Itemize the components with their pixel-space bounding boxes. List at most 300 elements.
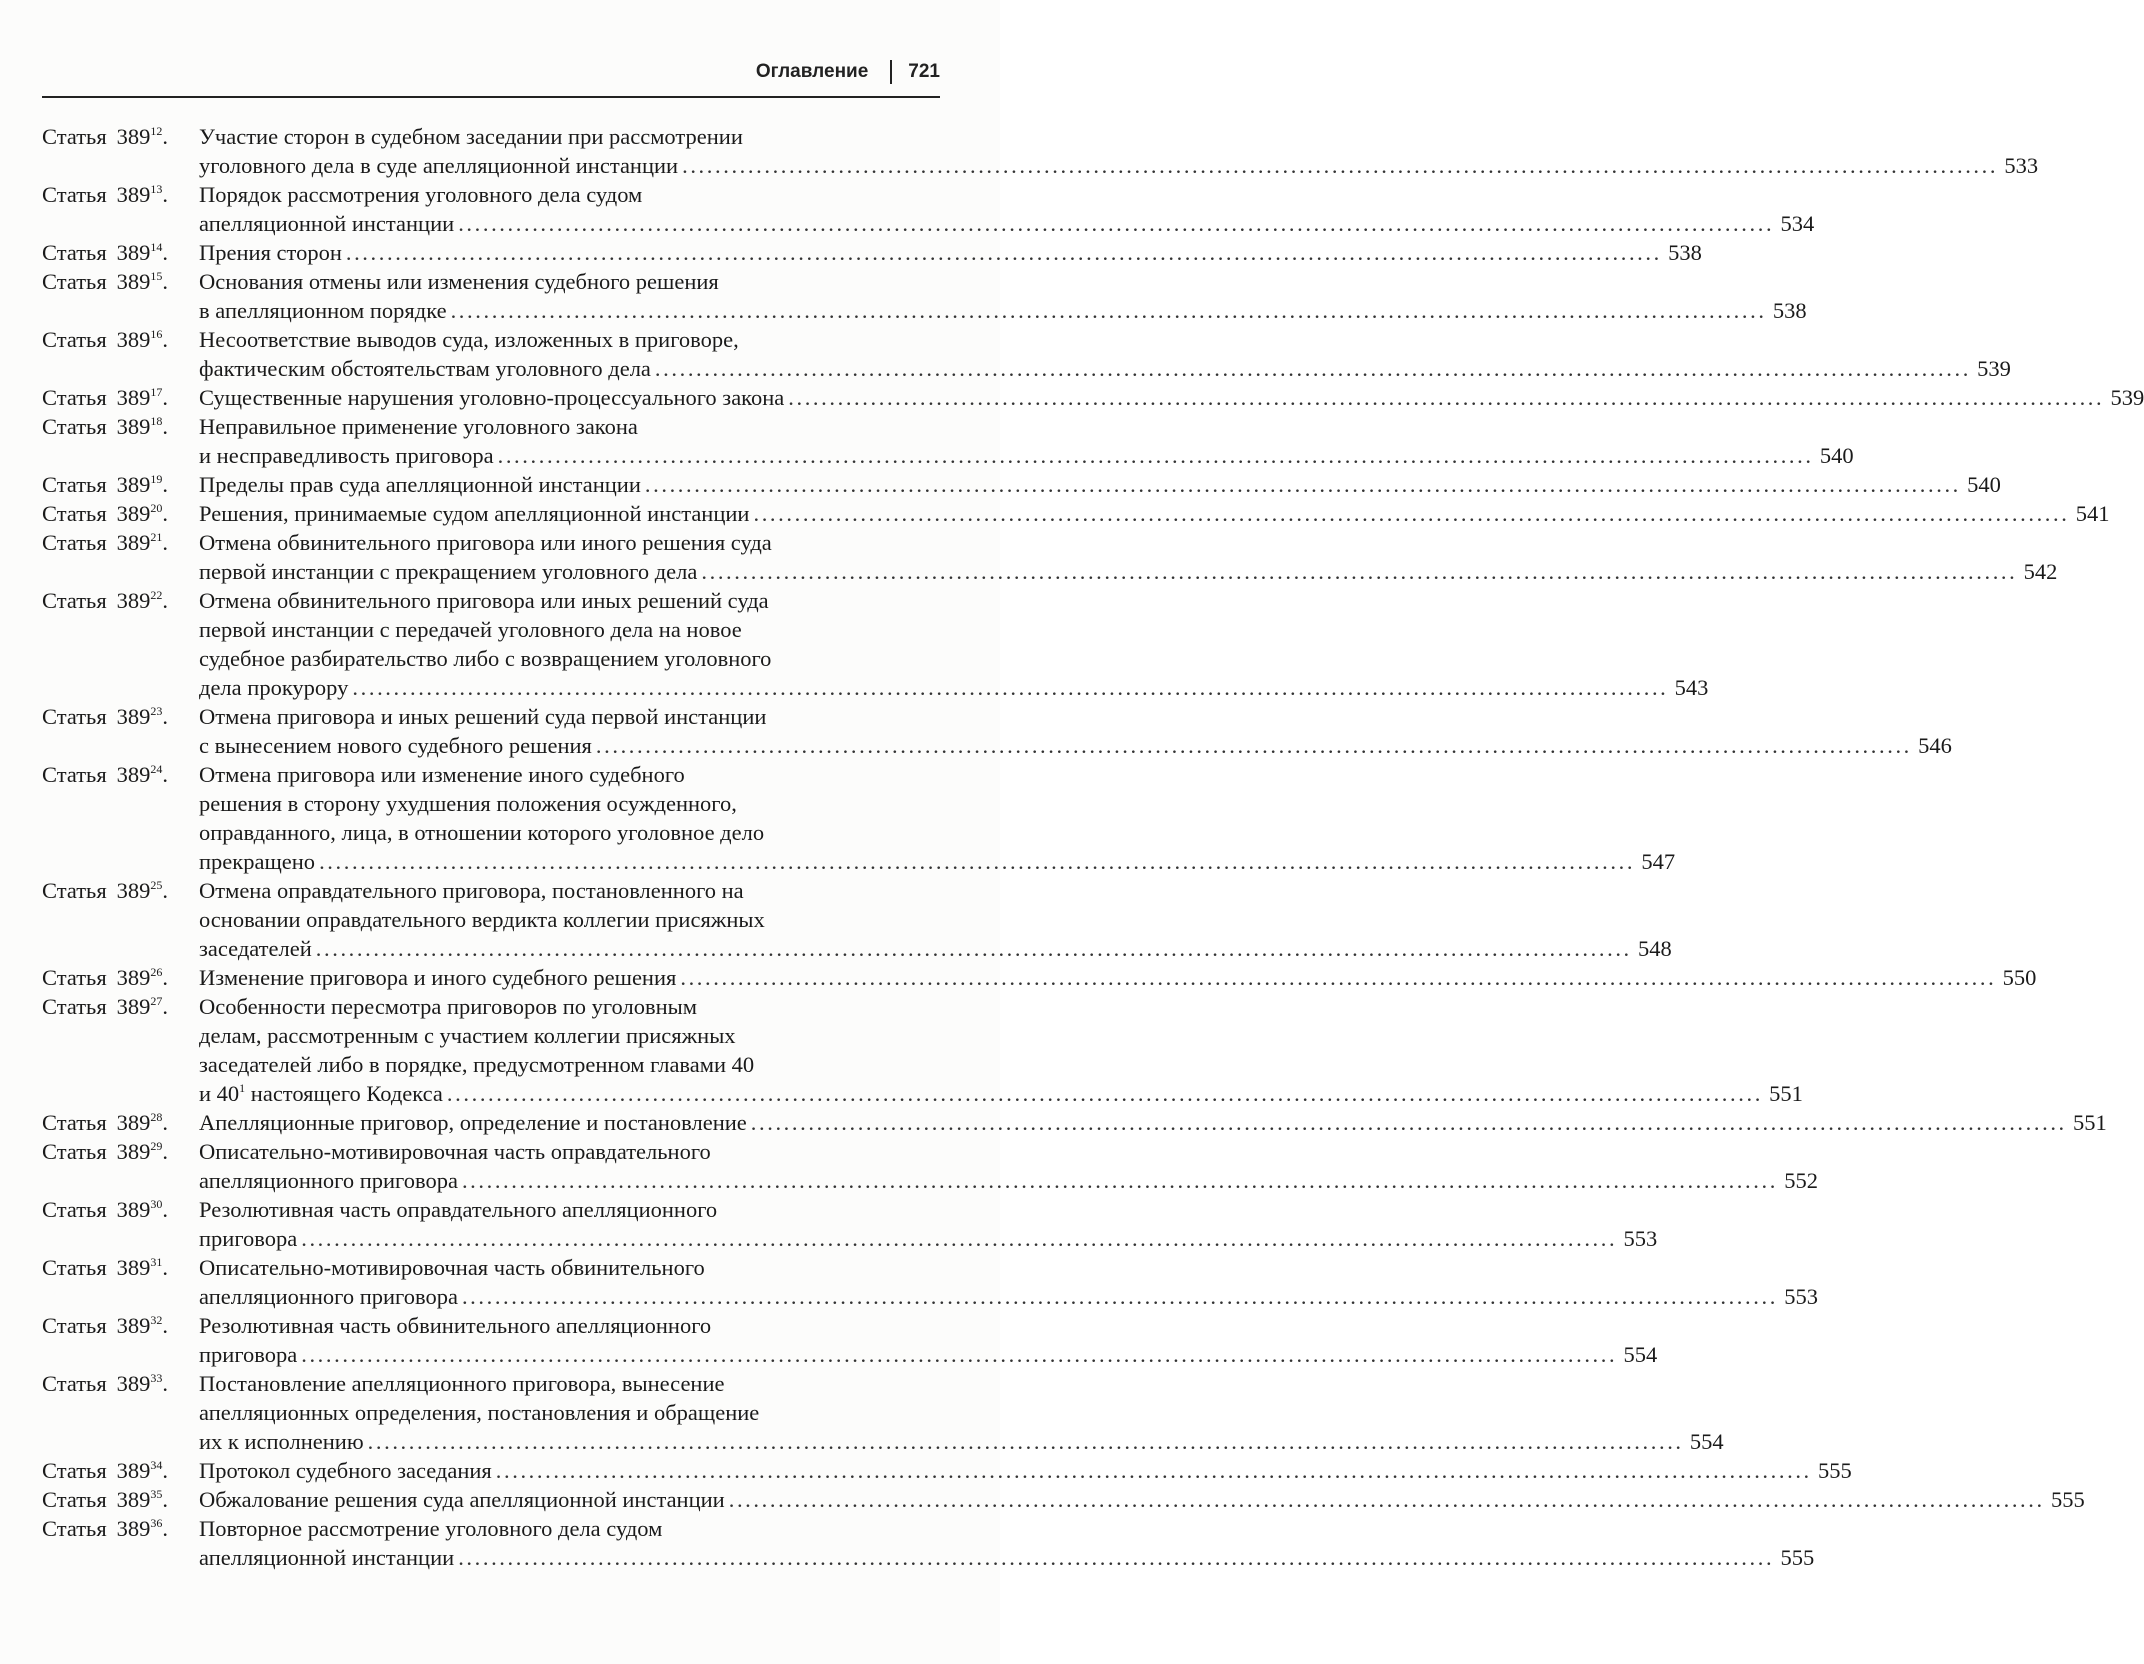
title-line: Особенности пересмотра приговоров по уголовным xyxy=(199,994,697,1019)
entry-page-number: 539 xyxy=(1977,356,2011,381)
entry-title xyxy=(199,702,1952,760)
article-number: 389 xyxy=(116,588,151,613)
title-line: оправданного, лица, в отношении которого уголовное дело xyxy=(199,820,765,845)
entry-page-number: 533 xyxy=(2004,153,2039,178)
title-text: апелляционного приговора xyxy=(199,1168,458,1193)
article-label xyxy=(42,760,199,789)
title-last-line xyxy=(199,499,2110,528)
entry-title xyxy=(199,1485,2085,1514)
article-period: . xyxy=(162,588,169,613)
article-label xyxy=(42,267,199,296)
entry-title xyxy=(199,1311,1658,1369)
article-label xyxy=(42,238,199,267)
article-superscript: 28 xyxy=(150,1110,163,1124)
title-last-line xyxy=(199,1166,1818,1195)
article-label xyxy=(42,325,199,354)
title-text: апелляционной инстанции xyxy=(199,1545,455,1570)
table-of-contents xyxy=(42,122,2144,1572)
article-superscript: 33 xyxy=(150,1371,163,1385)
toc-entry xyxy=(42,238,1702,267)
title-line: заседателей либо в порядке, предусмотренном главами 40 xyxy=(199,1052,755,1077)
article-label xyxy=(42,1485,199,1514)
toc-entry xyxy=(42,1456,1852,1485)
dot-leader: ................................................................................................................................................................ xyxy=(680,965,1997,990)
article-superscript: 31 xyxy=(150,1255,163,1269)
entry-title xyxy=(199,1137,1818,1195)
section-title: Оглавление xyxy=(755,61,869,82)
dot-leader: ................................................................................................................................................................ xyxy=(728,1487,2045,1512)
article-period: . xyxy=(162,385,169,410)
dot-leader: ................................................................................................................................................................ xyxy=(753,501,2070,526)
article-period: . xyxy=(162,1458,169,1483)
article-number: 389 xyxy=(116,1255,151,1280)
article-prefix: Статья xyxy=(42,327,107,352)
article-superscript: 13 xyxy=(150,182,163,196)
article-period: . xyxy=(162,269,169,294)
title-line-text xyxy=(199,963,676,992)
title-line: решения в сторону ухудшения положения осужденного, xyxy=(199,791,737,816)
article-superscript: 18 xyxy=(150,414,163,428)
title-line-text xyxy=(199,1108,747,1137)
entry-title xyxy=(199,1108,2107,1137)
title-line: Отмена оправдательного приговора, постановленного на xyxy=(199,878,744,903)
article-prefix: Статья xyxy=(42,385,107,410)
title-line-text xyxy=(199,1456,492,1485)
entry-page-number: 555 xyxy=(2050,1487,2085,1512)
title-text: приговора xyxy=(199,1226,298,1251)
article-label xyxy=(42,702,199,731)
article-superscript: 25 xyxy=(150,878,163,892)
title-last-line xyxy=(199,673,1709,702)
title-line-text xyxy=(199,383,784,412)
article-superscript: 19 xyxy=(150,472,163,486)
article-label xyxy=(42,1253,199,1282)
article-period: . xyxy=(162,1197,169,1222)
article-label xyxy=(42,122,199,151)
title-line: Отмена приговора и иных решений суда первой инстанции xyxy=(199,704,767,729)
title-last-line xyxy=(199,1543,1815,1572)
article-superscript: 21 xyxy=(150,530,163,544)
title-line-text xyxy=(199,1543,454,1572)
entry-title xyxy=(199,470,2001,499)
article-period: . xyxy=(162,414,169,439)
entry-page-number: 534 xyxy=(1780,211,1815,236)
title-last-line xyxy=(199,963,2037,992)
article-superscript: 27 xyxy=(150,994,163,1008)
dot-leader: ................................................................................................................................................................ xyxy=(301,1342,1618,1367)
article-superscript: 24 xyxy=(150,762,163,776)
article-superscript: 22 xyxy=(150,588,163,602)
title-last-line xyxy=(199,934,1672,963)
entry-title xyxy=(199,1456,1852,1485)
article-label xyxy=(42,1369,199,1398)
title-last-line xyxy=(199,731,1952,760)
title-superscript: 1 xyxy=(239,1081,246,1095)
article-prefix: Статья xyxy=(42,762,107,787)
title-line: Резолютивная часть обвинительного апелляционного xyxy=(199,1313,712,1338)
article-number: 389 xyxy=(116,1371,151,1396)
entry-page-number: 554 xyxy=(1623,1342,1658,1367)
toc-entry xyxy=(42,1195,1658,1253)
toc-entry xyxy=(42,992,1803,1108)
article-prefix: Статья xyxy=(42,530,107,555)
entry-page-number: 540 xyxy=(1819,443,1854,468)
article-prefix: Статья xyxy=(42,124,107,149)
dot-leader: ................................................................................................................................................................ xyxy=(458,1545,1775,1570)
entry-title xyxy=(199,876,1672,963)
entry-title xyxy=(199,963,2037,992)
running-header xyxy=(42,54,940,98)
title-line-text xyxy=(199,1282,458,1311)
article-superscript: 30 xyxy=(150,1197,163,1211)
title-text: Прения сторон xyxy=(199,240,342,265)
page-number: 721 xyxy=(908,61,940,82)
article-superscript: 23 xyxy=(150,704,163,718)
entry-title xyxy=(199,412,1854,470)
toc-entry xyxy=(42,412,1854,470)
title-last-line xyxy=(199,296,1807,325)
title-text: с вынесением нового судебного решения xyxy=(199,733,592,758)
article-prefix: Статья xyxy=(42,1139,107,1164)
entry-page-number: 539 xyxy=(2110,385,2144,410)
title-last-line xyxy=(199,151,2039,180)
title-last-line xyxy=(199,383,2144,412)
title-last-line xyxy=(199,847,1676,876)
article-number: 389 xyxy=(116,994,151,1019)
toc-entry xyxy=(42,267,1807,325)
article-prefix: Статья xyxy=(42,994,107,1019)
entry-page-number: 547 xyxy=(1641,849,1676,874)
article-superscript: 14 xyxy=(150,240,163,254)
article-number: 389 xyxy=(116,124,151,149)
entry-title xyxy=(199,992,1803,1108)
article-prefix: Статья xyxy=(42,1458,107,1483)
article-period: . xyxy=(162,327,169,352)
entry-title xyxy=(199,383,2144,412)
entry-page-number: 551 xyxy=(1769,1081,1803,1106)
dot-leader: ................................................................................................................................................................ xyxy=(644,472,1961,497)
article-number: 389 xyxy=(116,1313,151,1338)
article-period: . xyxy=(162,1516,169,1541)
title-text: их к исполнению xyxy=(199,1429,364,1454)
title-line-text xyxy=(199,934,312,963)
article-prefix: Статья xyxy=(42,1371,107,1396)
entry-page-number: 553 xyxy=(1784,1284,1818,1309)
title-last-line xyxy=(199,1108,2107,1137)
dot-leader: ................................................................................................................................................................ xyxy=(461,1168,1778,1193)
article-period: . xyxy=(162,124,169,149)
entry-page-number: 548 xyxy=(1638,936,1672,961)
article-number: 389 xyxy=(116,1197,151,1222)
title-line-text xyxy=(199,1079,443,1108)
article-prefix: Статья xyxy=(42,588,107,613)
article-prefix: Статья xyxy=(42,414,107,439)
title-line: Несоответствие выводов суда, изложенных в приговоре, xyxy=(199,327,739,352)
title-line-text xyxy=(199,209,454,238)
dot-leader: ................................................................................................................................................................ xyxy=(788,385,2105,410)
article-prefix: Статья xyxy=(42,1197,107,1222)
title-line: Порядок рассмотрения уголовного дела судом xyxy=(199,182,643,207)
toc-entry xyxy=(42,1108,2107,1137)
article-period: . xyxy=(162,240,169,265)
article-superscript: 36 xyxy=(150,1516,163,1530)
dot-leader: ................................................................................................................................................................ xyxy=(682,153,1999,178)
title-line: апелляционных определения, постановления и обращение xyxy=(199,1400,760,1425)
entry-page-number: 550 xyxy=(2002,965,2037,990)
title-last-line xyxy=(199,470,2001,499)
toc-entry xyxy=(42,499,2110,528)
title-line-text xyxy=(199,296,447,325)
article-superscript: 12 xyxy=(150,124,163,138)
article-superscript: 16 xyxy=(150,327,163,341)
title-text: фактическим обстоятельствам уголовного дела xyxy=(199,356,651,381)
dot-leader: ................................................................................................................................................................ xyxy=(319,849,1636,874)
title-text: Обжалование решения суда апелляционной инстанции xyxy=(199,1487,725,1512)
title-line-text xyxy=(199,1485,725,1514)
entry-page-number: 538 xyxy=(1668,240,1702,265)
dot-leader: ................................................................................................................................................................ xyxy=(701,559,2018,584)
toc-entry xyxy=(42,963,2037,992)
article-superscript: 15 xyxy=(150,269,163,283)
title-line: делам, рассмотренным с участием коллегии присяжных xyxy=(199,1023,736,1048)
entry-title xyxy=(199,238,1702,267)
toc-entry xyxy=(42,1137,1818,1195)
title-line: Неправильное применение уголовного закона xyxy=(199,414,638,439)
title-line-text xyxy=(199,151,678,180)
title-line: Описательно-мотивировочная часть обвинительного xyxy=(199,1255,705,1280)
title-line: судебное разбирательство либо с возвращением уголовного xyxy=(199,646,772,671)
entry-title xyxy=(199,499,2110,528)
article-label xyxy=(42,412,199,441)
article-label xyxy=(42,499,199,528)
article-label xyxy=(42,963,199,992)
article-prefix: Статья xyxy=(42,182,107,207)
article-number: 389 xyxy=(116,530,151,555)
entry-title xyxy=(199,586,1709,702)
toc-entry xyxy=(42,586,1709,702)
header-separator xyxy=(890,60,892,84)
toc-entry xyxy=(42,1514,1815,1572)
entry-page-number: 542 xyxy=(2023,559,2058,584)
article-label xyxy=(42,528,199,557)
title-line: основании оправдательного вердикта коллегии присяжных xyxy=(199,907,765,932)
title-line-text xyxy=(199,673,348,702)
entry-title xyxy=(199,528,2058,586)
article-number: 389 xyxy=(116,414,151,439)
article-period: . xyxy=(162,762,169,787)
entry-title xyxy=(199,1195,1658,1253)
article-label xyxy=(42,470,199,499)
article-number: 389 xyxy=(116,501,151,526)
title-text: уголовного дела в суде апелляционной инстанции xyxy=(199,153,679,178)
article-label xyxy=(42,1195,199,1224)
title-text: Существенные нарушения уголовно-процессуального закона xyxy=(199,385,785,410)
entry-title xyxy=(199,1253,1818,1311)
entry-page-number: 541 xyxy=(2075,501,2110,526)
title-line: Отмена обвинительного приговора или иного решения суда xyxy=(199,530,772,555)
article-label xyxy=(42,1137,199,1166)
title-line-text xyxy=(199,557,697,586)
entry-page-number: 555 xyxy=(1818,1458,1852,1483)
title-line-text xyxy=(199,470,641,499)
title-last-line xyxy=(199,1427,1724,1456)
title-line-text xyxy=(199,1166,458,1195)
title-line: Описательно-мотивировочная часть оправдательного xyxy=(199,1139,711,1164)
toc-entry xyxy=(42,528,2058,586)
title-line: Повторное рассмотрение уголовного дела судом xyxy=(199,1516,663,1541)
toc-entry xyxy=(42,122,2039,180)
article-period: . xyxy=(162,530,169,555)
title-text: дела прокурору xyxy=(199,675,349,700)
title-text: Решения, принимаемые судом апелляционной инстанции xyxy=(199,501,750,526)
toc-entry xyxy=(42,383,2144,412)
article-period: . xyxy=(162,1139,169,1164)
article-superscript: 34 xyxy=(150,1458,163,1472)
article-number: 389 xyxy=(116,1458,151,1483)
article-label xyxy=(42,1456,199,1485)
dot-leader: ................................................................................................................................................................ xyxy=(301,1226,1618,1251)
title-text: апелляционной инстанции xyxy=(199,211,455,236)
article-number: 389 xyxy=(116,327,151,352)
entry-title xyxy=(199,267,1807,325)
entry-title xyxy=(199,325,2011,383)
title-text: Пределы прав суда апелляционной инстанции xyxy=(199,472,641,497)
toc-entry xyxy=(42,1311,1658,1369)
article-number: 389 xyxy=(116,1516,151,1541)
title-last-line xyxy=(199,1485,2085,1514)
entry-page-number: 546 xyxy=(1918,733,1952,758)
toc-entry xyxy=(42,876,1672,963)
article-number: 389 xyxy=(116,472,151,497)
article-period: . xyxy=(162,1371,169,1396)
entry-page-number: 554 xyxy=(1689,1429,1724,1454)
article-label xyxy=(42,180,199,209)
dot-leader: ................................................................................................................................................................ xyxy=(315,936,1632,961)
title-last-line xyxy=(199,557,2058,586)
article-label xyxy=(42,876,199,905)
title-text: и несправедливость приговора xyxy=(199,443,494,468)
article-superscript: 17 xyxy=(150,385,163,399)
dot-leader: ................................................................................................................................................................ xyxy=(345,240,1662,265)
article-label xyxy=(42,383,199,412)
header-inner xyxy=(756,60,940,84)
toc-entry xyxy=(42,702,1952,760)
title-text: Протокол судебного заседания xyxy=(199,1458,492,1483)
article-prefix: Статья xyxy=(42,472,107,497)
article-prefix: Статья xyxy=(42,1516,107,1541)
article-number: 389 xyxy=(116,1487,151,1512)
article-superscript: 20 xyxy=(150,501,163,515)
entry-title xyxy=(199,760,1676,876)
dot-leader: ................................................................................................................................................................ xyxy=(446,1081,1763,1106)
title-text: первой инстанции с прекращением уголовного дела xyxy=(199,559,698,584)
article-number: 389 xyxy=(116,704,151,729)
title-line: Основания отмены или изменения судебного решения xyxy=(199,269,719,294)
article-label xyxy=(42,586,199,615)
entry-page-number: 553 xyxy=(1623,1226,1658,1251)
title-line: Резолютивная часть оправдательного апелляционного xyxy=(199,1197,718,1222)
toc-entry xyxy=(42,760,1676,876)
title-line: Участие сторон в судебном заседании при рассмотрении xyxy=(199,124,743,149)
article-period: . xyxy=(162,472,169,497)
title-line-text xyxy=(199,354,651,383)
title-text: в апелляционном порядке xyxy=(199,298,447,323)
article-superscript: 32 xyxy=(150,1313,163,1327)
title-text: заседателей xyxy=(199,936,312,961)
article-label xyxy=(42,992,199,1021)
dot-leader: ................................................................................................................................................................ xyxy=(497,443,1814,468)
entry-page-number: 552 xyxy=(1784,1168,1818,1193)
dot-leader: ................................................................................................................................................................ xyxy=(654,356,1971,381)
title-line-text xyxy=(199,441,494,470)
article-prefix: Статья xyxy=(42,240,107,265)
title-line-text xyxy=(199,847,315,876)
article-prefix: Статья xyxy=(42,878,107,903)
toc-entry xyxy=(42,325,2011,383)
entry-page-number: 540 xyxy=(1967,472,2001,497)
article-prefix: Статья xyxy=(42,1255,107,1280)
title-last-line xyxy=(199,1079,1803,1108)
title-text: и 40 xyxy=(199,1081,240,1106)
article-prefix: Статья xyxy=(42,1110,107,1135)
article-label xyxy=(42,1311,199,1340)
article-number: 389 xyxy=(116,1139,151,1164)
article-period: . xyxy=(162,994,169,1019)
dot-leader: ................................................................................................................................................................ xyxy=(750,1110,2067,1135)
article-prefix: Статья xyxy=(42,501,107,526)
entry-title xyxy=(199,1369,1724,1456)
toc-entry xyxy=(42,470,2001,499)
title-line: Отмена обвинительного приговора или иных решений суда xyxy=(199,588,769,613)
title-last-line xyxy=(199,1456,1852,1485)
title-text: Апелляционные приговор, определение и постановление xyxy=(199,1110,747,1135)
article-period: . xyxy=(162,182,169,207)
article-period: . xyxy=(162,878,169,903)
article-period: . xyxy=(162,704,169,729)
article-prefix: Статья xyxy=(42,1487,107,1512)
title-text: Изменение приговора и иного судебного решения xyxy=(199,965,677,990)
article-superscript: 26 xyxy=(150,965,163,979)
article-period: . xyxy=(162,1255,169,1280)
title-line-text xyxy=(199,1340,297,1369)
article-number: 389 xyxy=(116,878,151,903)
article-number: 389 xyxy=(116,1110,151,1135)
entry-title xyxy=(199,122,2039,180)
article-label xyxy=(42,1514,199,1543)
title-line-text xyxy=(199,1427,364,1456)
dot-leader: ................................................................................................................................................................ xyxy=(352,675,1669,700)
entry-page-number: 555 xyxy=(1780,1545,1815,1570)
title-line-text xyxy=(199,238,342,267)
article-number: 389 xyxy=(116,182,151,207)
article-label xyxy=(42,1108,199,1137)
title-text: апелляционного приговора xyxy=(199,1284,458,1309)
article-number: 389 xyxy=(116,762,151,787)
article-number: 389 xyxy=(116,240,151,265)
entry-page-number: 551 xyxy=(2073,1110,2107,1135)
toc-entry xyxy=(42,1369,1724,1456)
dot-leader: ................................................................................................................................................................ xyxy=(495,1458,1812,1483)
title-line: Постановление апелляционного приговора, вынесение xyxy=(199,1371,725,1396)
title-last-line xyxy=(199,441,1854,470)
article-prefix: Статья xyxy=(42,704,107,729)
article-period: . xyxy=(162,965,169,990)
title-last-line xyxy=(199,1282,1818,1311)
article-prefix: Статья xyxy=(42,269,107,294)
article-superscript: 29 xyxy=(150,1139,163,1153)
dot-leader: ................................................................................................................................................................ xyxy=(461,1284,1778,1309)
dot-leader: ................................................................................................................................................................ xyxy=(595,733,1912,758)
